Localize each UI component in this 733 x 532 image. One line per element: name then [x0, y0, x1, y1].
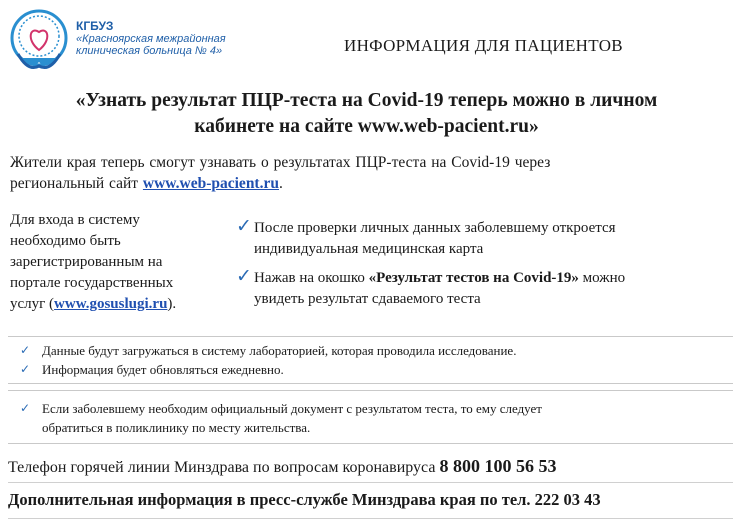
note-text: Данные будут загружаться в систему лабораторией, которая проводила исследование. [42, 343, 517, 358]
login-note-line3: зарегистрированным на [10, 254, 163, 270]
logo-text [76, 20, 276, 57]
note-line2: обратиться в поликлинику по месту жительства. [42, 420, 311, 435]
note-text: Информация будет обновляться ежедневно. [42, 362, 284, 377]
checkmark-icon: ✓ [236, 265, 252, 287]
notes-box-document [8, 390, 733, 444]
login-note-line1: Для входа в систему [10, 212, 140, 228]
headline-line2: кабинете на сайте www.web-pacient.ru» [194, 116, 539, 137]
check-item-line2: увидеть результат сдаваемого теста [254, 291, 481, 307]
hospital-logo [8, 6, 278, 78]
hotline-number: 8 800 100 56 53 [439, 456, 557, 476]
divider [8, 518, 733, 519]
intro-paragraph [10, 152, 730, 194]
intro-line2 [10, 173, 730, 194]
note-official-document [8, 399, 733, 437]
note-daily-update [8, 360, 733, 379]
hotline [8, 455, 733, 479]
login-note-line5-start: услуг ( [10, 296, 55, 312]
check-item-line1-start: Нажав на окошко [254, 270, 369, 286]
check-item-line1 [254, 268, 733, 289]
gosuslugi-link[interactable]: www.gosuslugi.ru [54, 296, 168, 312]
test-results-button-name: «Результат тестов на Covid-19» [368, 270, 579, 286]
check-item-test-results [236, 265, 733, 310]
login-note [10, 210, 230, 315]
checkmark-icon: ✓ [20, 362, 31, 376]
page-title: ИНФОРМАЦИЯ ДЛЯ ПАЦИЕНТОВ [344, 36, 623, 55]
headline-line1: «Узнать результат ПЦР-теста на Covid-19 теперь можно в личном [75, 90, 658, 111]
intro-line2-end: . [278, 175, 283, 192]
web-pacient-link[interactable]: www.web-pacient.ru [142, 175, 279, 192]
intro-line1: Жители края теперь смогут узнавать о результатах ПЦР-теста на Covid-19 через [10, 154, 551, 171]
logo-org-short: КГБУЗ [76, 19, 114, 33]
note-line1: Если заболевшему необходим официальный документ с результатом теста, то ему следует [42, 401, 542, 416]
divider [8, 482, 733, 483]
check-item-line2: индивидуальная медицинская карта [254, 241, 484, 257]
check-item-line1-end: можно [578, 270, 626, 286]
logo-org-name-line1: «Красноярская межрайонная [76, 33, 226, 45]
checkmark-icon: ✓ [20, 401, 31, 415]
login-note-line5 [10, 294, 230, 315]
hotline-label: Телефон горячей линии Минздрава по вопросам коронавируса [8, 459, 440, 476]
press-service-info: Дополнительная информация в пресс-службе Минздрава края по тел. 222 03 43 [8, 490, 601, 509]
login-note-line4: портале государственных [10, 275, 174, 291]
checkmark-icon: ✓ [20, 343, 31, 357]
hospital-emblem-icon [8, 6, 70, 78]
login-note-line2: необходимо быть [10, 233, 121, 249]
checkmark-icon: ✓ [236, 215, 252, 237]
headline [0, 88, 733, 140]
check-item-line1: После проверки личных данных заболевшему откроется [254, 220, 616, 236]
login-note-line5-end: ). [167, 296, 177, 312]
intro-line2-text: региональный сайт [10, 175, 143, 192]
logo-org-name-line2: клиническая больница № 4» [76, 45, 223, 57]
note-data-upload [8, 341, 733, 360]
check-item-medical-card [236, 215, 733, 260]
notes-box-data [8, 336, 733, 384]
